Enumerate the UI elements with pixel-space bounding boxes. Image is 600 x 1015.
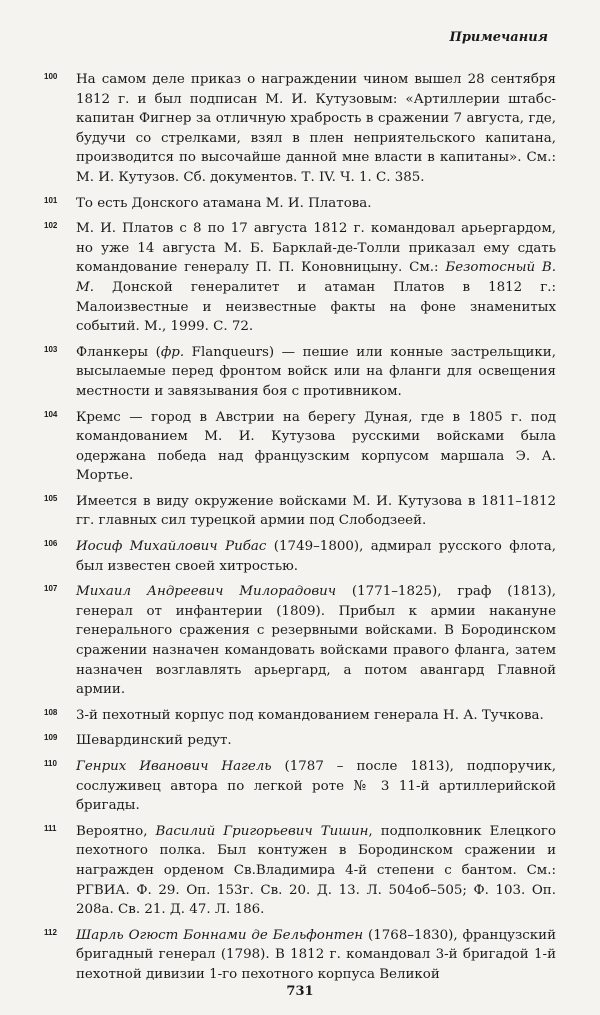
note-107 xyxy=(44,582,556,700)
note-italic-text: Михаил Андреевич Милорадович xyxy=(76,584,337,600)
note-text: , подполковник Елецкого пехотного полка. Был контужен в Бородинском сражении и награжден орденом Св.Владимира 4-й степени с бантом. См.: РГВИА. Ф. 29. Оп. 153г. Св. 20. Д. 13. Л. 504об–505; Ф. 103. Оп. 208а. Св. 21. Д. 47. Л. 186. xyxy=(76,823,556,918)
note-112 xyxy=(44,926,556,985)
note-number: 101 xyxy=(44,195,58,205)
note-number: 103 xyxy=(44,344,58,354)
running-header: Примечания xyxy=(449,30,548,45)
note-text: (1749–1800), адмирал русского флота, был известен своей хитростью. xyxy=(76,539,556,574)
note-number: 110 xyxy=(44,759,57,768)
note-111 xyxy=(44,822,556,920)
page-number: 731 xyxy=(286,984,314,999)
note-number: 112 xyxy=(44,927,57,937)
note-104 xyxy=(44,408,556,486)
note-100 xyxy=(44,70,556,188)
note-text: На самом деле приказ о награждении чином вышел 28 сентября 1812 г. и был подписан М. И. Кутузовым: «Артиллерии штабс-капитан Фигнер за отличную храбрость в сражении 7 августа, где, будучи со стрелками, взял в плен неприятельского капитана, производится по высочайше данной мне власти в капитаны». См.: М. И. Кутузов. Сб. документов. Т. IV. Ч. 1. С. 385. xyxy=(76,72,556,185)
note-text: Имеется в виду окружение войсками М. И. Кутузова в 1811–1812 гг. главных сил турецкой армии под Слободзеей. xyxy=(76,493,556,529)
note-text: Flanqueurs) — пешие или конные застрельщики, высылаемые перед фронтом войск или на фланги для освещения местности и завязывания боя с противником. xyxy=(76,344,556,399)
note-text: М. И. Платов с 8 по 17 августа 1812 г. командовал арьергардом, но уже 14 августа М. Б. Барклай-де-Толли приказал ему сдать командование генералу П. П. Коновницыну. См.: xyxy=(76,221,556,276)
note-108 xyxy=(44,706,556,726)
note-number: 100 xyxy=(44,72,58,81)
note-text: Вероятно, xyxy=(76,823,156,839)
note-italic-text: Василий Григорьевич Тишин xyxy=(155,823,369,839)
note-text: 3-й пехотный корпус под командованием генерала Н. А. Тучкова. xyxy=(76,707,544,723)
note-number: 104 xyxy=(44,409,58,419)
note-italic-text: Иосиф Михайлович Рибас xyxy=(76,539,267,555)
note-text: Кремс — город в Австрии на берегу Дуная, где в 1805 г. под командованием М. И. Кутузова русскими войсками была одержана победа над французским корпусом маршала Э. А. Мортье. xyxy=(76,409,556,484)
note-number: 111 xyxy=(44,823,57,833)
note-number: 102 xyxy=(44,221,58,231)
note-text: (1768–1830), французский бригадный генерал (1798). В 1812 г. командовал 3-й бригадой 1-й пехотной дивизии 1-го пехотного корпуса Великой xyxy=(76,927,556,982)
note-text: Фланкеры ( xyxy=(76,344,161,360)
note-103 xyxy=(44,343,556,402)
note-102 xyxy=(44,219,556,337)
note-109 xyxy=(44,731,556,751)
note-number: 106 xyxy=(44,539,58,549)
note-101 xyxy=(44,194,556,214)
note-number: 108 xyxy=(44,707,58,717)
note-106 xyxy=(44,537,556,576)
notes-list xyxy=(44,70,556,991)
note-italic-text: Генрих Иванович Нагель xyxy=(76,759,272,774)
note-italic-text: Шарль Огюст Боннами де Бельфонтен xyxy=(76,927,364,943)
note-text: То есть Донского атамана М. И. Платова. xyxy=(76,195,372,211)
note-text: Шевардинский редут. xyxy=(76,733,232,749)
note-110 xyxy=(44,757,556,816)
note-number: 109 xyxy=(44,733,58,743)
note-number: 105 xyxy=(44,493,58,503)
note-text: Донской генералитет и атаман Платов в 1812 г.: Малоизвестные и неизвестные факты на фоне знаменитых событий. М., 1999. С. 72. xyxy=(76,279,556,335)
note-105 xyxy=(44,492,556,531)
note-italic-text: Безотосный В. М. xyxy=(76,260,557,295)
note-italic-text: фр. xyxy=(160,344,185,360)
note-text: (1787 – после 1813), подпоручик, сослуживец автора по легкой роте № 3 11-й артиллерийской бригады. xyxy=(76,759,556,814)
note-text: (1771–1825), граф (1813), генерал от инфантерии (1809). Прибыл к армии накануне генерального сражения с резервными войсками. В Бородинском сражении назначен командовать войсками правого фланга, затем назначен возглавлять арьергард, а потом авангард Главной армии. xyxy=(76,584,556,698)
note-number: 107 xyxy=(44,584,58,594)
